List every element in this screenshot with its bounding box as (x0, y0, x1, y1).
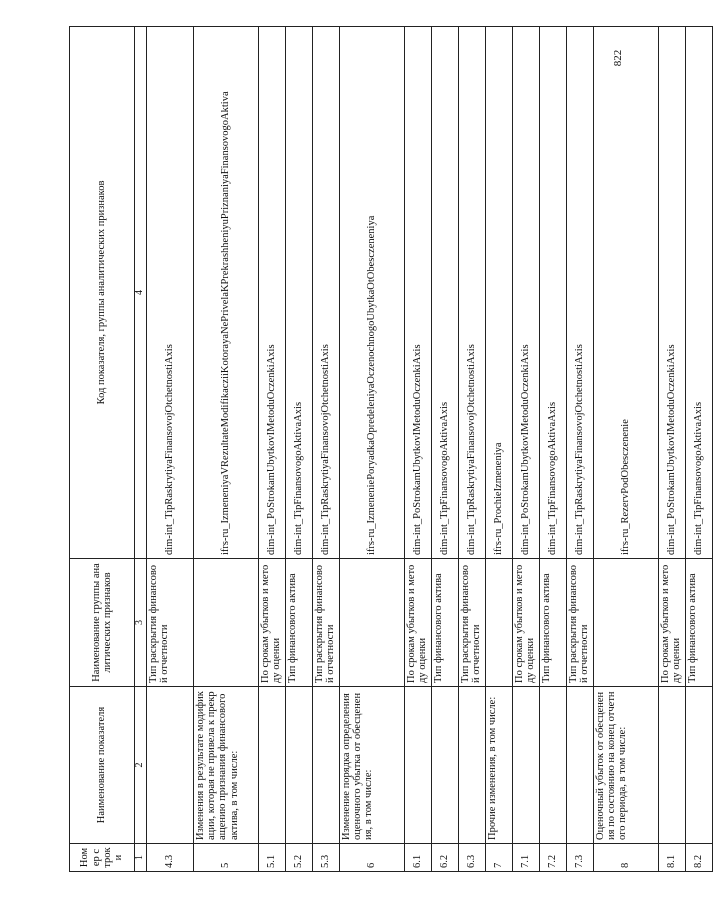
indicator-code: dim-int_TipRaskrytiyaFinansovojOtchetnostiAxis (566, 27, 593, 559)
indicator-name (258, 687, 285, 844)
row-number: 8.2 (685, 844, 712, 872)
indicator-code: dim-int_PoStrokamUbytkovIMetoduOczenkiAxis (404, 27, 431, 559)
column-number-row (135, 27, 147, 872)
row-number: 8 (593, 844, 658, 872)
indicator-code: ifrs-ru_RezervPodObesczenenie (593, 27, 658, 559)
row-number: 6.2 (431, 844, 458, 872)
group-name (593, 559, 658, 687)
row-number: 8.1 (658, 844, 685, 872)
indicator-name (312, 687, 339, 844)
indicator-name (658, 687, 685, 844)
table-row (593, 27, 658, 872)
header-indicator-name: Наименование показателя (70, 687, 135, 844)
header-indicator-code: Код показателя, группы аналитических признаков (70, 27, 135, 559)
row-number: 5 (193, 844, 258, 872)
indicator-code: ifrs-ru_ProchieIzmeneniya (485, 27, 512, 559)
row-number: 5.1 (258, 844, 285, 872)
group-name: По срокам убытков и методу оценки (512, 559, 539, 687)
group-name: По срокам убытков и методу оценки (658, 559, 685, 687)
group-name: Тип финансового актива (285, 559, 312, 687)
indicator-name (285, 687, 312, 844)
table-header-row (70, 27, 135, 872)
group-name: Тип раскрытия финансовой отчетности (566, 559, 593, 687)
indicator-name (566, 687, 593, 844)
column-number: 3 (135, 559, 147, 687)
indicator-code: ifrs-ru_IzmeneniePoryadkaOpredeleniyaOczenochnogoUbytkaOtObesczeneniya (339, 27, 404, 559)
row-number: 6.3 (458, 844, 485, 872)
group-name: По срокам убытков и методу оценки (258, 559, 285, 687)
indicator-code: dim-int_TipRaskrytiyaFinansovojOtchetnostiAxis (312, 27, 339, 559)
group-name: По срокам убытков и методу оценки (404, 559, 431, 687)
column-number: 1 (135, 844, 147, 872)
table-row (539, 27, 566, 872)
row-number: 6 (339, 844, 404, 872)
row-number: 7.2 (539, 844, 566, 872)
indicator-name: Изменение порядка определения оценочного убытка от обесценения, в том числе: (339, 687, 404, 844)
row-number: 5.3 (312, 844, 339, 872)
indicator-name (431, 687, 458, 844)
row-number: 6.1 (404, 844, 431, 872)
group-name (339, 559, 404, 687)
table-row (658, 27, 685, 872)
indicator-code: dim-int_TipFinansovogoAktivaAxis (539, 27, 566, 559)
indicator-name: Прочие изменения, в том числе: (485, 687, 512, 844)
indicator-name (404, 687, 431, 844)
row-number: 7 (485, 844, 512, 872)
group-name: Тип раскрытия финансовой отчетности (146, 559, 193, 687)
indicator-name (685, 687, 712, 844)
table-row (512, 27, 539, 872)
table-row (566, 27, 593, 872)
indicator-code: dim-int_PoStrokamUbytkovIMetoduOczenkiAxis (658, 27, 685, 559)
indicator-name: Изменения в результате модификации, которая не привела к прекращению признания финансового актива, в том числе: (193, 687, 258, 844)
table-row (431, 27, 458, 872)
row-number: 5.2 (285, 844, 312, 872)
table-row (285, 27, 312, 872)
header-group-name: Наименование группы аналитических признаков (70, 559, 135, 687)
table-row (258, 27, 285, 872)
group-name: Тип финансового актива (431, 559, 458, 687)
indicator-code: dim-int_TipFinansovogoAktivaAxis (431, 27, 458, 559)
table-row (458, 27, 485, 872)
group-name: Тип раскрытия финансовой отчетности (312, 559, 339, 687)
table-row (312, 27, 339, 872)
indicator-code: dim-int_TipRaskrytiyaFinansovojOtchetnostiAxis (458, 27, 485, 559)
indicator-code: dim-int_PoStrokamUbytkovIMetoduOczenkiAxis (512, 27, 539, 559)
row-number: 4.3 (146, 844, 193, 872)
indicator-code: ifrs-ru_IzmeneniyaVRezultateModifikacziiKotorayaNePrivelaKPrekrashheniyuPriznaniyaFinansovogoAktiva (193, 27, 258, 559)
indicator-code: dim-int_PoStrokamUbytkovIMetoduOczenkiAxis (258, 27, 285, 559)
table-row (685, 27, 712, 872)
group-name: Тип финансового актива (685, 559, 712, 687)
group-name (193, 559, 258, 687)
indicator-name (146, 687, 193, 844)
header-row-number: Номер строки (70, 844, 135, 872)
group-name: Тип финансового актива (539, 559, 566, 687)
table-row (339, 27, 404, 872)
table-row (404, 27, 431, 872)
column-number: 2 (135, 687, 147, 844)
indicator-name (458, 687, 485, 844)
table-row (193, 27, 258, 872)
indicator-name (512, 687, 539, 844)
page-number: 822 (612, 49, 624, 67)
column-number: 4 (135, 27, 147, 559)
row-number: 7.1 (512, 844, 539, 872)
table-row (485, 27, 512, 872)
indicator-code: dim-int_TipFinansovogoAktivaAxis (285, 27, 312, 559)
group-name: Тип раскрытия финансовой отчетности (458, 559, 485, 687)
row-number: 7.3 (566, 844, 593, 872)
indicator-table (69, 26, 713, 872)
indicator-name (539, 687, 566, 844)
group-name (485, 559, 512, 687)
indicator-name: Оценочный убыток от обесценения по состоянию на конец отчетного периода, в том числе: (593, 687, 658, 844)
indicator-code: dim-int_TipRaskrytiyaFinansovojOtchetnostiAxis (146, 27, 193, 559)
indicator-code: dim-int_TipFinansovogoAktivaAxis (685, 27, 712, 559)
table-row (146, 27, 193, 872)
